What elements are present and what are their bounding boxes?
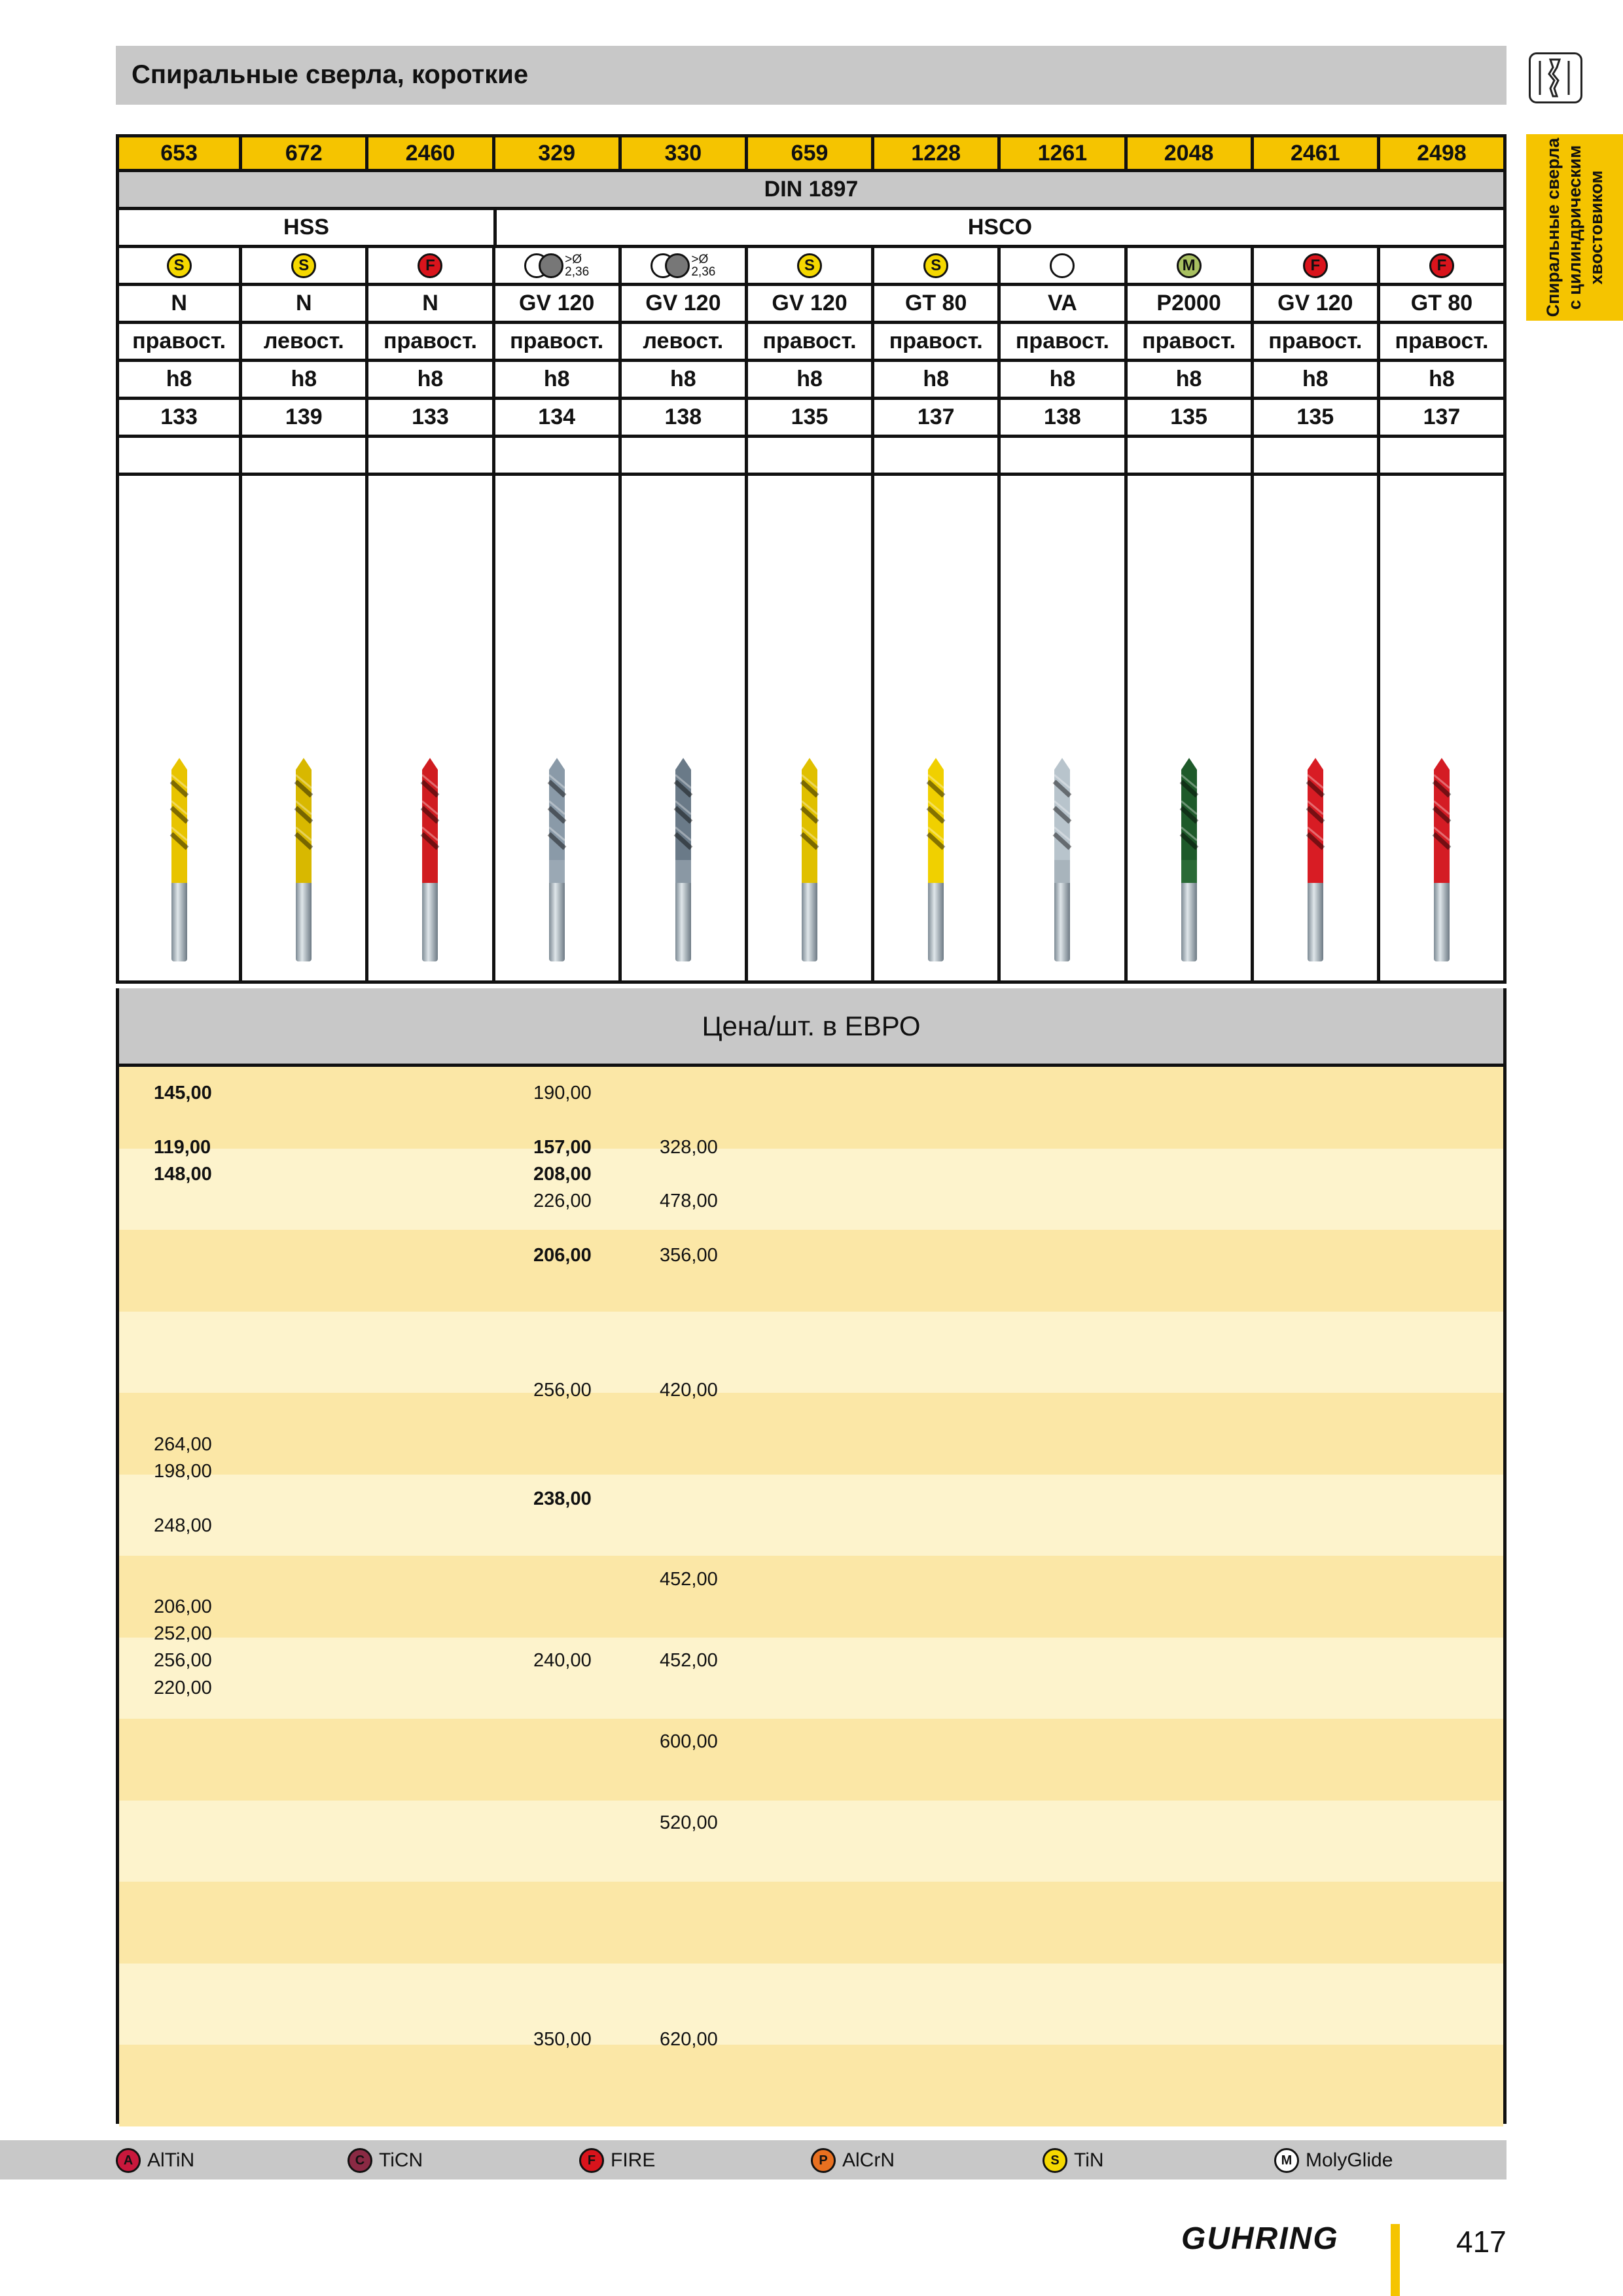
article-code-row bbox=[116, 134, 1507, 172]
bright-finish-icon bbox=[1050, 253, 1075, 278]
molyglide-coating-icon: M bbox=[1177, 253, 1202, 278]
tolerance: h8 bbox=[874, 362, 1001, 400]
cutting-direction: правост. bbox=[874, 324, 1001, 362]
cutting-direction-row bbox=[116, 324, 1507, 362]
article-code: 672 bbox=[242, 134, 368, 172]
empty-cell bbox=[116, 438, 242, 476]
point-angle: 134 bbox=[495, 400, 622, 438]
price-band bbox=[119, 1149, 1503, 1230]
bright-steam-pair-icon bbox=[524, 253, 589, 278]
tolerance-row bbox=[116, 362, 1507, 400]
tolerance: h8 bbox=[368, 362, 495, 400]
drill-type: GV 120 bbox=[1254, 286, 1380, 324]
price-value: 206,00 bbox=[533, 1244, 592, 1266]
altin-coating-icon: A bbox=[116, 2148, 141, 2173]
point-angle: 135 bbox=[748, 400, 874, 438]
drill-type: P2000 bbox=[1128, 286, 1254, 324]
empty-cell bbox=[242, 438, 368, 476]
drill-image-cell bbox=[116, 476, 242, 984]
alcrn-coating-icon: P bbox=[811, 2148, 836, 2173]
article-code: 1261 bbox=[1001, 134, 1127, 172]
price-value: 148,00 bbox=[154, 1163, 212, 1185]
diameter-limit-label: >Ø bbox=[565, 252, 582, 266]
legend-item bbox=[579, 2148, 655, 2173]
point-angle: 139 bbox=[242, 400, 368, 438]
coating-cell bbox=[748, 248, 874, 286]
price-band bbox=[119, 1312, 1503, 1393]
fire-coating-icon: F bbox=[1429, 253, 1454, 278]
gold-drill bbox=[916, 755, 955, 965]
price-value: 600,00 bbox=[660, 1731, 718, 1753]
price-value: 248,00 bbox=[154, 1515, 212, 1536]
red-drill bbox=[410, 755, 450, 965]
price-table bbox=[116, 1064, 1507, 2124]
legend-item bbox=[811, 2148, 895, 2173]
cutting-direction: левост. bbox=[622, 324, 748, 362]
price-value: 208,00 bbox=[533, 1163, 592, 1185]
drill-type: N bbox=[368, 286, 495, 324]
legend-label: MolyGlide bbox=[1306, 2149, 1393, 2171]
price-band bbox=[119, 1638, 1503, 1719]
point-angle: 133 bbox=[368, 400, 495, 438]
point-angle: 138 bbox=[1001, 400, 1127, 438]
price-header bbox=[116, 988, 1507, 1067]
cutting-direction: правост. bbox=[1380, 324, 1507, 362]
article-code: 1228 bbox=[874, 134, 1001, 172]
legend-label: TiN bbox=[1074, 2149, 1104, 2171]
drill-type: GT 80 bbox=[1380, 286, 1507, 324]
gold-drill bbox=[160, 755, 199, 965]
price-band bbox=[119, 1393, 1503, 1475]
empty-cell bbox=[495, 438, 622, 476]
drill-image-cell bbox=[1128, 476, 1254, 984]
coating-cell bbox=[495, 248, 622, 286]
bright-steam-pair-icon bbox=[651, 253, 715, 278]
legend-item bbox=[116, 2148, 194, 2173]
price-value: 256,00 bbox=[154, 1650, 212, 1672]
price-value: 452,00 bbox=[660, 1569, 718, 1590]
drill-image-cell bbox=[874, 476, 1001, 984]
drill-type: GT 80 bbox=[874, 286, 1001, 324]
side-tab-line-3: хвостовиком bbox=[1586, 170, 1606, 285]
diameter-limit-value: 2,36 bbox=[691, 264, 716, 279]
empty-cell bbox=[368, 438, 495, 476]
din-standard-label: DIN 1897 bbox=[116, 172, 1507, 210]
coating-cell bbox=[622, 248, 748, 286]
point-angle: 135 bbox=[1254, 400, 1380, 438]
empty-cell bbox=[748, 438, 874, 476]
price-value: 264,00 bbox=[154, 1433, 212, 1455]
empty-cell bbox=[1128, 438, 1254, 476]
price-band bbox=[119, 1801, 1503, 1882]
drill-image-cell bbox=[748, 476, 874, 984]
drill-image-cell bbox=[1254, 476, 1380, 984]
side-tab-line-2: с цилиндрическим bbox=[1564, 145, 1584, 310]
point-angle-row bbox=[116, 400, 1507, 438]
article-code: 2498 bbox=[1380, 134, 1507, 172]
fire-coating-icon: F bbox=[1303, 253, 1328, 278]
tolerance: h8 bbox=[1380, 362, 1507, 400]
article-code: 330 bbox=[622, 134, 748, 172]
drill-image-cell bbox=[1380, 476, 1507, 984]
price-value: 226,00 bbox=[533, 1191, 592, 1212]
coating-cell bbox=[1380, 248, 1507, 286]
drill-type-row bbox=[116, 286, 1507, 324]
material-group-label: HSCO bbox=[497, 210, 1507, 248]
tolerance: h8 bbox=[1128, 362, 1254, 400]
page-number: 417 bbox=[1456, 2225, 1507, 2259]
fire-coating-icon: F bbox=[418, 253, 442, 278]
article-code: 2461 bbox=[1254, 134, 1380, 172]
tin-coating-icon: S bbox=[923, 253, 948, 278]
price-value: 520,00 bbox=[660, 1812, 718, 1834]
steel-drill bbox=[664, 755, 703, 965]
price-band bbox=[119, 1556, 1503, 1638]
legend-label: FIRE bbox=[611, 2149, 656, 2171]
tolerance: h8 bbox=[1001, 362, 1127, 400]
price-value: 145,00 bbox=[154, 1083, 212, 1103]
price-value: 190,00 bbox=[533, 1083, 592, 1103]
price-band bbox=[119, 1475, 1503, 1556]
diameter-limit-value: 2,36 bbox=[565, 264, 590, 279]
point-angle: 133 bbox=[116, 400, 242, 438]
tin-coating-icon: S bbox=[291, 253, 316, 278]
price-value: 220,00 bbox=[154, 1677, 212, 1698]
gold-drill bbox=[284, 755, 323, 965]
price-band bbox=[119, 1882, 1503, 1964]
coating-cell bbox=[242, 248, 368, 286]
drill-image-row bbox=[116, 476, 1507, 984]
page-header bbox=[116, 46, 1507, 105]
coating-legend bbox=[0, 2140, 1507, 2179]
drill-type: GV 120 bbox=[622, 286, 748, 324]
price-value: 356,00 bbox=[660, 1244, 718, 1266]
tolerance: h8 bbox=[622, 362, 748, 400]
coating-cell bbox=[1001, 248, 1127, 286]
tin-coating-icon: S bbox=[797, 253, 822, 278]
drill-image-cell bbox=[622, 476, 748, 984]
legend-item bbox=[348, 2148, 423, 2173]
drill-type: N bbox=[242, 286, 368, 324]
article-code: 653 bbox=[116, 134, 242, 172]
tin-coating-icon: S bbox=[1043, 2148, 1067, 2173]
empty-cell bbox=[622, 438, 748, 476]
article-code: 2048 bbox=[1128, 134, 1254, 172]
tin-coating-icon: S bbox=[167, 253, 192, 278]
price-value: 240,00 bbox=[533, 1650, 592, 1672]
drill-image-cell bbox=[242, 476, 368, 984]
price-value: 328,00 bbox=[660, 1136, 718, 1158]
price-value: 452,00 bbox=[660, 1650, 718, 1672]
cutting-direction: правост. bbox=[495, 324, 622, 362]
din-standard-row bbox=[116, 172, 1507, 210]
red-drill bbox=[1422, 755, 1461, 965]
tolerance: h8 bbox=[748, 362, 874, 400]
point-angle: 135 bbox=[1128, 400, 1254, 438]
price-value: 478,00 bbox=[660, 1191, 718, 1212]
page-title: Спиральные сверла, короткие bbox=[132, 60, 529, 89]
drill-type: GV 120 bbox=[495, 286, 622, 324]
price-value: 206,00 bbox=[154, 1596, 212, 1617]
price-band bbox=[119, 1230, 1503, 1312]
drill-type: VA bbox=[1001, 286, 1127, 324]
material-group-label: HSS bbox=[116, 210, 497, 248]
coating-symbol-row bbox=[116, 248, 1507, 286]
drill-type: N bbox=[116, 286, 242, 324]
coating-cell bbox=[1128, 248, 1254, 286]
drill-image-cell bbox=[1001, 476, 1127, 984]
coating-cell bbox=[116, 248, 242, 286]
drill-image-cell bbox=[368, 476, 495, 984]
cutting-direction: правост. bbox=[1001, 324, 1127, 362]
cutting-direction: правост. bbox=[116, 324, 242, 362]
price-value: 157,00 bbox=[533, 1136, 592, 1158]
ticn-coating-icon: C bbox=[348, 2148, 372, 2173]
empty-cell bbox=[874, 438, 1001, 476]
material-group-row bbox=[116, 210, 1507, 248]
drill-image-cell bbox=[495, 476, 622, 984]
price-value: 198,00 bbox=[154, 1461, 212, 1482]
tolerance: h8 bbox=[242, 362, 368, 400]
footer-accent-bar bbox=[1391, 2224, 1400, 2296]
coating-cell bbox=[368, 248, 495, 286]
price-value: 420,00 bbox=[660, 1380, 718, 1401]
green-drill bbox=[1169, 755, 1209, 965]
price-band bbox=[119, 1067, 1503, 1149]
tolerance: h8 bbox=[495, 362, 622, 400]
side-tab-line-1: Спиральные сверла bbox=[1543, 137, 1563, 317]
legend-item bbox=[1274, 2148, 1393, 2173]
point-angle: 137 bbox=[874, 400, 1001, 438]
article-code: 659 bbox=[748, 134, 874, 172]
silver-drill bbox=[1043, 755, 1082, 965]
empty-cell bbox=[1254, 438, 1380, 476]
article-code: 2460 bbox=[368, 134, 495, 172]
red-drill bbox=[1296, 755, 1335, 965]
price-value: 256,00 bbox=[533, 1380, 592, 1401]
tolerance: h8 bbox=[1254, 362, 1380, 400]
point-angle: 138 bbox=[622, 400, 748, 438]
cutting-direction: правост. bbox=[1254, 324, 1380, 362]
legend-item bbox=[1043, 2148, 1104, 2173]
empty-cell bbox=[1380, 438, 1507, 476]
price-band bbox=[119, 1719, 1503, 1801]
product-table bbox=[116, 134, 1507, 815]
empty-cell-row bbox=[116, 438, 1507, 476]
price-header-label: Цена/шт. в ЕВРО bbox=[702, 1010, 921, 1041]
cutting-direction: правост. bbox=[368, 324, 495, 362]
legend-label: AlCrN bbox=[842, 2149, 895, 2171]
fire-coating-icon: F bbox=[579, 2148, 604, 2173]
coating-cell bbox=[874, 248, 1001, 286]
price-value: 350,00 bbox=[533, 2028, 592, 2050]
gold-drill bbox=[790, 755, 829, 965]
price-value: 238,00 bbox=[533, 1488, 592, 1509]
steel-drill bbox=[537, 755, 577, 965]
legend-label: TiCN bbox=[379, 2149, 423, 2171]
price-band bbox=[119, 1964, 1503, 2045]
drill-type: GV 120 bbox=[748, 286, 874, 324]
price-value: 119,00 bbox=[154, 1136, 211, 1158]
drill-category-icon bbox=[1529, 52, 1582, 103]
price-value: 620,00 bbox=[660, 2028, 718, 2050]
article-code: 329 bbox=[495, 134, 622, 172]
price-value: 252,00 bbox=[154, 1623, 212, 1644]
molyglide-coating-icon: M bbox=[1274, 2148, 1299, 2173]
empty-cell bbox=[1001, 438, 1127, 476]
tolerance: h8 bbox=[116, 362, 242, 400]
point-angle: 137 bbox=[1380, 400, 1507, 438]
brand-logo: GUHRING bbox=[1181, 2221, 1339, 2256]
cutting-direction: правост. bbox=[1128, 324, 1254, 362]
cutting-direction: правост. bbox=[748, 324, 874, 362]
diameter-limit-label: >Ø bbox=[691, 252, 709, 266]
cutting-direction: левост. bbox=[242, 324, 368, 362]
price-band bbox=[119, 2045, 1503, 2126]
section-side-tab[interactable] bbox=[1526, 134, 1623, 321]
legend-label: AlTiN bbox=[147, 2149, 195, 2171]
coating-cell bbox=[1254, 248, 1380, 286]
